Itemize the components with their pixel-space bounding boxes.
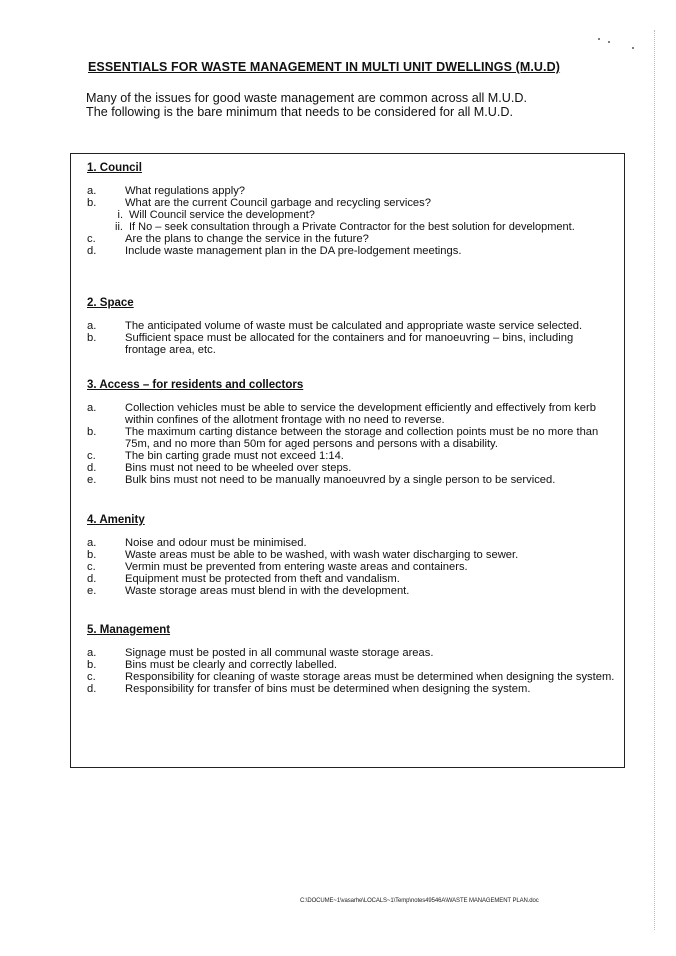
item-text: Collection vehicles must be able to service the development efficiently and effectively from kerb within confines of the allotment frontage with no need to reverse.	[125, 402, 596, 426]
page-title: ESSENTIALS FOR WASTE MANAGEMENT IN MULTI UNIT DWELLINGS (M.U.D)	[88, 60, 561, 74]
item-letter: c.	[87, 450, 96, 462]
scan-speck	[632, 47, 634, 49]
section-title: 1. Council	[87, 162, 142, 174]
scan-speck	[598, 38, 600, 40]
item-text: Bins must be clearly and correctly labelled.	[125, 659, 338, 671]
list-item	[87, 561, 617, 573]
list-item	[87, 332, 617, 356]
item-numeral: ii.	[115, 221, 123, 233]
item-letter: b.	[87, 549, 97, 561]
list-item	[87, 671, 617, 683]
list-item	[87, 185, 617, 197]
list-item	[87, 320, 617, 332]
section-3	[87, 379, 617, 486]
scan-speck	[608, 41, 610, 43]
section-4	[87, 514, 617, 597]
item-text: The maximum carting distance between the storage and collection points must be no more than 75m, and no more than 50m for aged persons and persons with a disability.	[125, 426, 599, 450]
item-letter: c.	[87, 561, 96, 573]
item-letter: e.	[87, 585, 97, 597]
item-text: Include waste management plan in the DA pre-lodgement meetings.	[125, 245, 462, 257]
list-item	[87, 462, 617, 474]
item-letter: a.	[87, 537, 97, 549]
item-letter: c.	[87, 671, 96, 683]
item-text: Signage must be posted in all communal waste storage areas.	[125, 647, 434, 659]
item-letter: b.	[87, 426, 97, 438]
list-item	[87, 683, 617, 695]
list-item	[87, 549, 617, 561]
list-item	[87, 426, 617, 450]
item-letter: a.	[87, 647, 97, 659]
list-item	[87, 245, 617, 257]
item-text: Will Council service the development?	[129, 209, 315, 221]
list-item	[87, 233, 617, 245]
list-item	[87, 573, 617, 585]
item-text: The anticipated volume of waste must be calculated and appropriate waste service selected.	[125, 320, 583, 332]
item-letter: a.	[87, 320, 97, 332]
item-text: Sufficient space must be allocated for the containers and for manoeuvring – bins, including frontage area, etc.	[125, 332, 574, 356]
item-text: What are the current Council garbage and recycling services?	[125, 197, 431, 209]
file-path-footer: C:\DOCUME~1\vasarhe\LOCALS~1\Temp\notes49546A\WASTE MANAGEMENT PLAN.doc	[300, 898, 539, 904]
section-5	[87, 624, 617, 695]
list-item	[87, 197, 617, 209]
item-letter: a.	[87, 402, 97, 414]
item-text: Are the plans to change the service in the future?	[125, 233, 369, 245]
page-edge-mark	[654, 30, 656, 930]
item-text: Bulk bins must not need to be manually manoeuvred by a single person to be serviced.	[125, 474, 556, 486]
item-letter: c.	[87, 233, 96, 245]
list-item	[87, 402, 617, 426]
sub-list-item	[87, 209, 617, 221]
item-letter: b.	[87, 197, 97, 209]
list-item	[87, 585, 617, 597]
item-letter: d.	[87, 245, 97, 257]
item-text: Waste storage areas must blend in with the development.	[125, 585, 410, 597]
intro-line: Many of the issues for good waste management are common across all M.U.D.	[86, 91, 527, 105]
intro-line: The following is the bare minimum that needs to be considered for all M.U.D.	[86, 105, 513, 119]
item-numeral: i.	[117, 209, 123, 221]
section-title: 2. Space	[87, 297, 134, 309]
item-letter: d.	[87, 683, 97, 695]
section-title: 3. Access – for residents and collectors	[87, 379, 304, 391]
item-letter: d.	[87, 462, 97, 474]
item-text: The bin carting grade must not exceed 1:14.	[125, 450, 344, 462]
item-text: Responsibility for transfer of bins must be determined when designing the system.	[125, 683, 531, 695]
item-letter: a.	[87, 185, 97, 197]
list-item	[87, 474, 617, 486]
intro-paragraph	[86, 91, 586, 119]
item-letter: e.	[87, 474, 97, 486]
item-letter: b.	[87, 659, 97, 671]
item-text: Bins must not need to be wheeled over steps.	[125, 462, 352, 474]
checklist-box	[70, 153, 625, 768]
sub-list-item	[87, 221, 617, 233]
item-text: Equipment must be protected from theft and vandalism.	[125, 573, 400, 585]
section-title: 5. Management	[87, 624, 171, 636]
item-text: Vermin must be prevented from entering waste areas and containers.	[125, 561, 468, 573]
list-item	[87, 450, 617, 462]
list-item	[87, 659, 617, 671]
section-1	[87, 162, 617, 257]
item-letter: d.	[87, 573, 97, 585]
item-text: Responsibility for cleaning of waste storage areas must be determined when designing the system.	[125, 671, 615, 683]
section-2	[87, 297, 617, 356]
item-text: Waste areas must be able to be washed, with wash water discharging to sewer.	[125, 549, 519, 561]
list-item	[87, 647, 617, 659]
section-title: 4. Amenity	[87, 514, 145, 526]
item-text: What regulations apply?	[125, 185, 246, 197]
item-letter: b.	[87, 332, 97, 344]
item-text: Noise and odour must be minimised.	[125, 537, 307, 549]
list-item	[87, 537, 617, 549]
item-text: If No – seek consultation through a Private Contractor for the best solution for development.	[129, 221, 575, 233]
